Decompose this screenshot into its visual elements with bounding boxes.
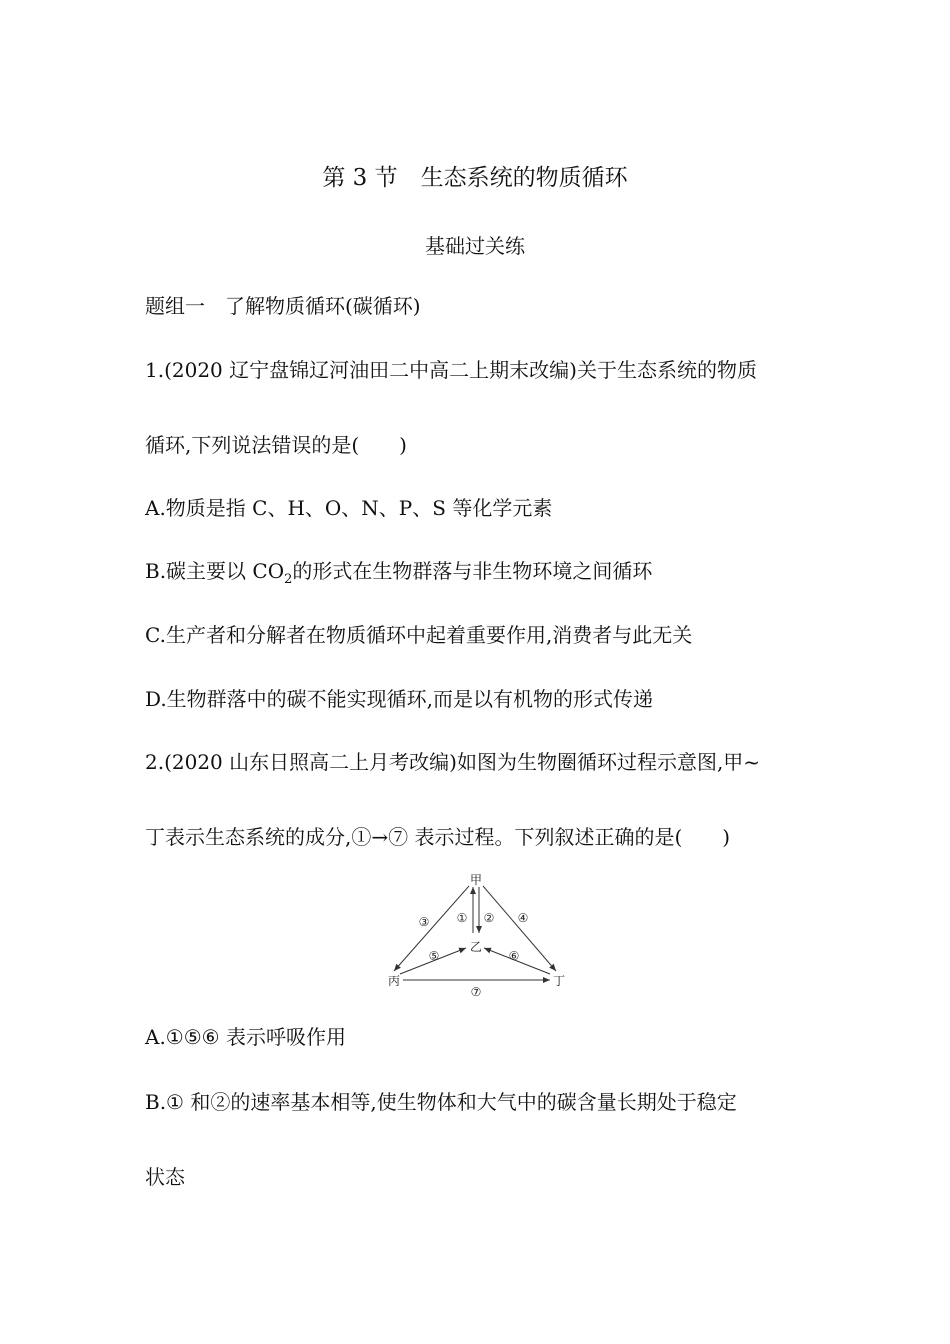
q2-stem-line2: 丁表示生态系统的成分,①→⑦ 表示过程。下列叙述正确的是( ) bbox=[145, 825, 731, 849]
node-jia: 甲 bbox=[469, 873, 483, 887]
q1-option-c: C.生产者和分解者在物质循环中起着重要作用,消费者与此无关 bbox=[145, 623, 693, 647]
group-heading: 题组一 了解物质循环(碳循环) bbox=[145, 294, 421, 318]
arrow-4 bbox=[483, 886, 556, 971]
page-title: 第 3 节 生态系统的物质循环 bbox=[322, 165, 628, 191]
section-subtitle: 基础过关练 bbox=[425, 234, 525, 258]
carbon-cycle-diagram bbox=[378, 868, 578, 1008]
label-p1: ① bbox=[456, 911, 468, 925]
label-p4: ④ bbox=[517, 911, 529, 925]
q2-option-a: A.①⑤⑥ 表示呼吸作用 bbox=[145, 1025, 346, 1049]
q1-option-b-post: 的形式在生物群落与非生物环境之间循环 bbox=[292, 559, 653, 583]
label-p2: ② bbox=[483, 911, 495, 925]
q1-option-a: A.物质是指 C、H、O、N、P、S 等化学元素 bbox=[145, 496, 553, 520]
node-yi: 乙 bbox=[469, 940, 483, 954]
q1-option-b-pre: B.碳主要以 CO bbox=[145, 559, 285, 583]
label-p6: ⑥ bbox=[508, 949, 520, 963]
q1-option-b bbox=[145, 557, 652, 594]
label-p3: ③ bbox=[418, 915, 430, 929]
q1-option-b-sub: 2 bbox=[284, 572, 293, 587]
q1-option-d: D.生物群落中的碳不能实现循环,而是以有机物的形式传递 bbox=[145, 687, 654, 711]
q2-option-b-line1: B.① 和②的速率基本相等,使生物体和大气中的碳含量长期处于稳定 bbox=[145, 1090, 737, 1114]
label-p7: ⑦ bbox=[470, 985, 482, 999]
label-p5: ⑤ bbox=[428, 949, 440, 963]
q1-stem-line1: 1.(2020 辽宁盘锦辽河油田二中高二上期末改编)关于生态系统的物质 bbox=[145, 358, 757, 382]
node-ding: 丁 bbox=[552, 974, 566, 988]
q1-stem-line2: 循环,下列说法错误的是( ) bbox=[145, 433, 407, 457]
q2-option-b-line2: 状态 bbox=[145, 1165, 185, 1189]
q2-stem-line1: 2.(2020 山东日照高二上月考改编)如图为生物圈循环过程示意图,甲~ bbox=[145, 750, 761, 774]
node-bing: 丙 bbox=[387, 974, 401, 988]
